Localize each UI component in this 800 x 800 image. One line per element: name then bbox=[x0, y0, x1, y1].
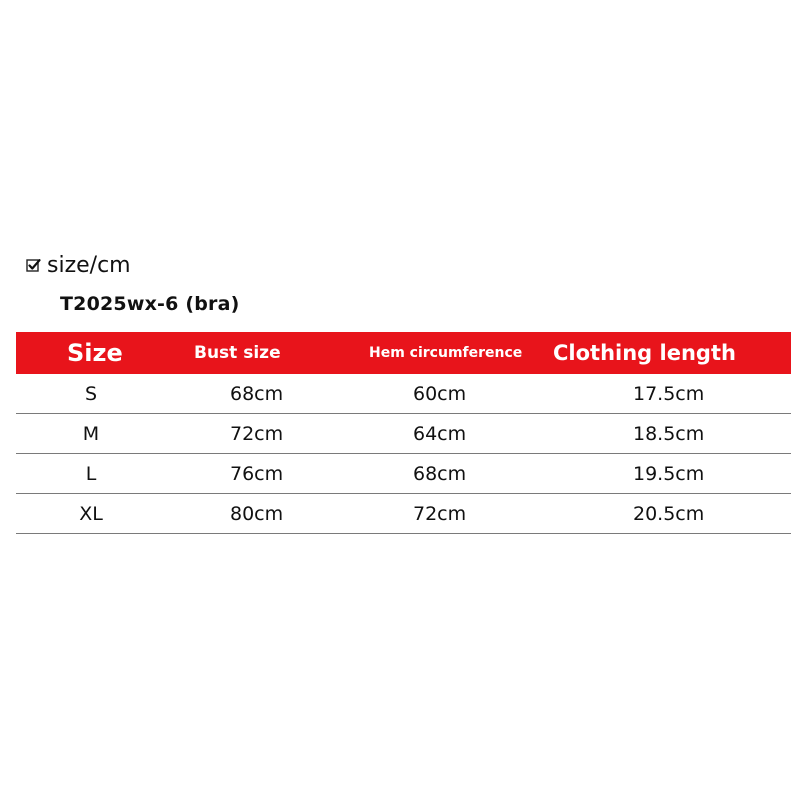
cell-length: 20.5cm bbox=[545, 494, 791, 534]
cell-hem: 68cm bbox=[348, 454, 545, 494]
table-row bbox=[16, 494, 791, 534]
cell-size bbox=[16, 374, 184, 414]
cell-length: 18.5cm bbox=[545, 414, 791, 454]
cell-size bbox=[16, 494, 184, 534]
unit-label: size/cm bbox=[47, 252, 131, 278]
size-chart-table bbox=[16, 332, 791, 534]
cell-hem: 64cm bbox=[348, 414, 545, 454]
cell-bust: 76cm bbox=[184, 454, 348, 494]
cell-length: 17.5cm bbox=[545, 374, 791, 414]
cell-size-text: L bbox=[85, 462, 97, 485]
header-size: Size bbox=[67, 339, 123, 367]
cell-size-text: M bbox=[82, 422, 100, 445]
header-bust-size: Bust size bbox=[194, 343, 281, 363]
header-hem-circumference: Hem circumference bbox=[369, 345, 523, 361]
cell-bust: 68cm bbox=[184, 374, 348, 414]
product-title: T2025wx-6 (bra) bbox=[60, 293, 240, 315]
cell-bust: 72cm bbox=[184, 414, 348, 454]
cell-size bbox=[16, 414, 184, 454]
cell-size bbox=[16, 454, 184, 494]
cell-size-text: S bbox=[84, 382, 98, 405]
table-row bbox=[16, 454, 791, 494]
cell-hem: 60cm bbox=[348, 374, 545, 414]
cell-bust: 80cm bbox=[184, 494, 348, 534]
unit-row bbox=[26, 250, 131, 280]
table-header-row bbox=[16, 332, 791, 374]
cell-hem: 72cm bbox=[348, 494, 545, 534]
table-row bbox=[16, 374, 791, 414]
checkbox-checked-icon bbox=[26, 258, 41, 273]
cell-length: 19.5cm bbox=[545, 454, 791, 494]
header-clothing-length: Clothing length bbox=[553, 341, 736, 365]
table-row bbox=[16, 414, 791, 454]
cell-size-text: XL bbox=[79, 502, 103, 525]
